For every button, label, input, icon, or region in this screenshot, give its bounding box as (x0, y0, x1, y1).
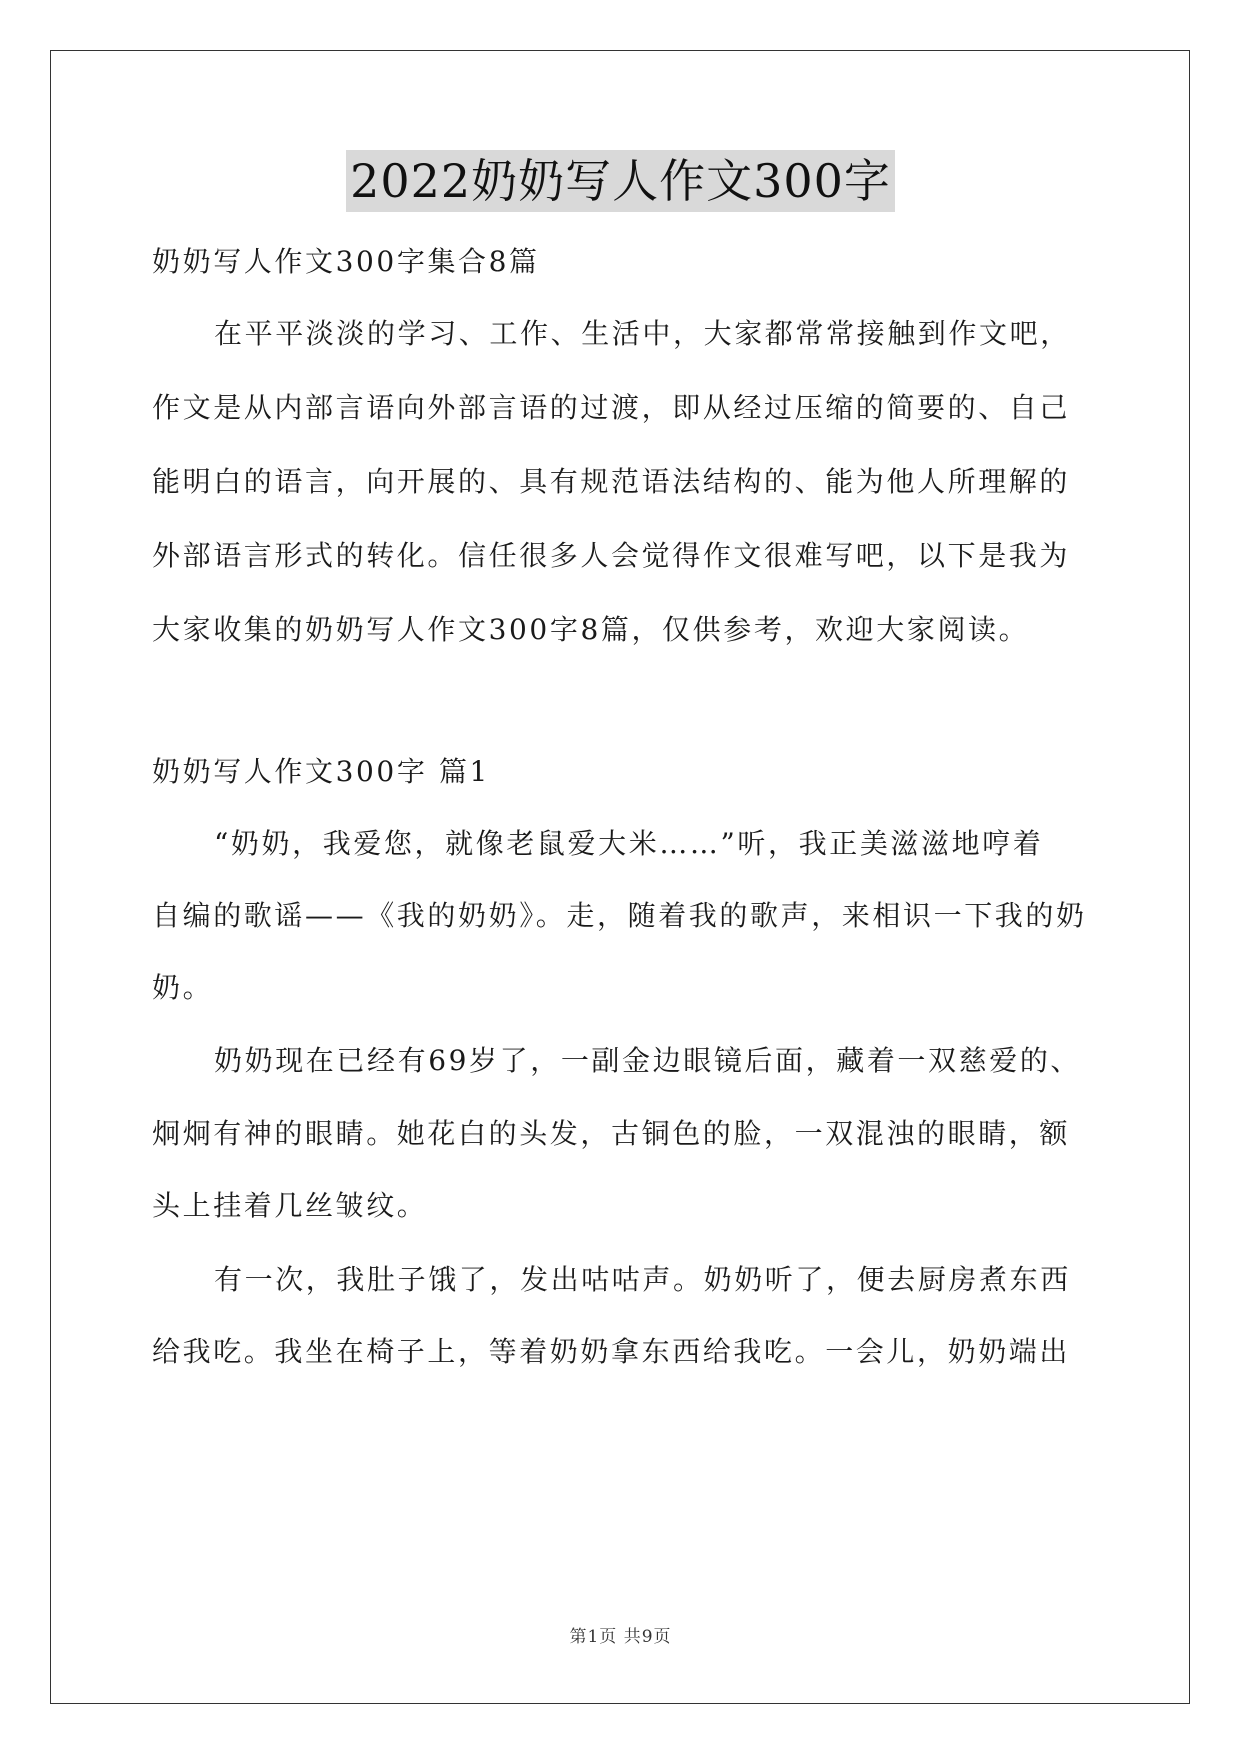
section-heading: 奶奶写人作文300字 篇1 (152, 755, 490, 788)
paragraph-line: 奶奶现在已经有69岁了，一副金边眼镜后面，藏着一双慈爱的、 (214, 1044, 1082, 1077)
paragraph-line: 炯炯有神的眼睛。她花白的头发，古铜色的脸，一双混浊的眼睛，额 (152, 1117, 1071, 1150)
intro-line: 外部语言形式的转化。信任很多人会觉得作文很难写吧，以下是我为 (152, 539, 1071, 572)
paragraph-line: 头上挂着几丝皱纹。 (152, 1189, 428, 1222)
intro-line: 能明白的语言，向开展的、具有规范语法结构的、能为他人所理解的 (152, 465, 1071, 498)
intro-line: 大家收集的奶奶写人作文300字8篇，仅供参考，欢迎大家阅读。 (152, 613, 1030, 646)
paragraph-line: 有一次，我肚子饿了，发出咕咕声。奶奶听了，便去厨房煮东西 (214, 1263, 1071, 1296)
intro-line: 在平平淡淡的学习、工作、生活中，大家都常常接触到作文吧， (214, 317, 1071, 350)
page-border (50, 50, 1190, 1704)
document-subtitle: 奶奶写人作文300字集合8篇 (152, 245, 540, 278)
paragraph-line: 给我吃。我坐在椅子上，等着奶奶拿东西给我吃。一会儿，奶奶端出 (152, 1335, 1071, 1368)
paragraph-line: 奶。 (152, 971, 214, 1004)
intro-line: 作文是从内部言语向外部言语的过渡，即从经过压缩的简要的、自己 (152, 391, 1071, 424)
document-title: 2022奶奶写人作文300字 (346, 150, 895, 212)
title-container (0, 150, 1241, 212)
paragraph-line: 自编的歌谣——《我的奶奶》。走，随着我的歌声，来相识一下我的奶 (152, 899, 1087, 932)
page-number: 第1页 共9页 (569, 1627, 672, 1647)
paragraph-line: “奶奶，我爱您，就像老鼠爱大米……”听，我正美滋滋地哼着 (214, 827, 1044, 860)
